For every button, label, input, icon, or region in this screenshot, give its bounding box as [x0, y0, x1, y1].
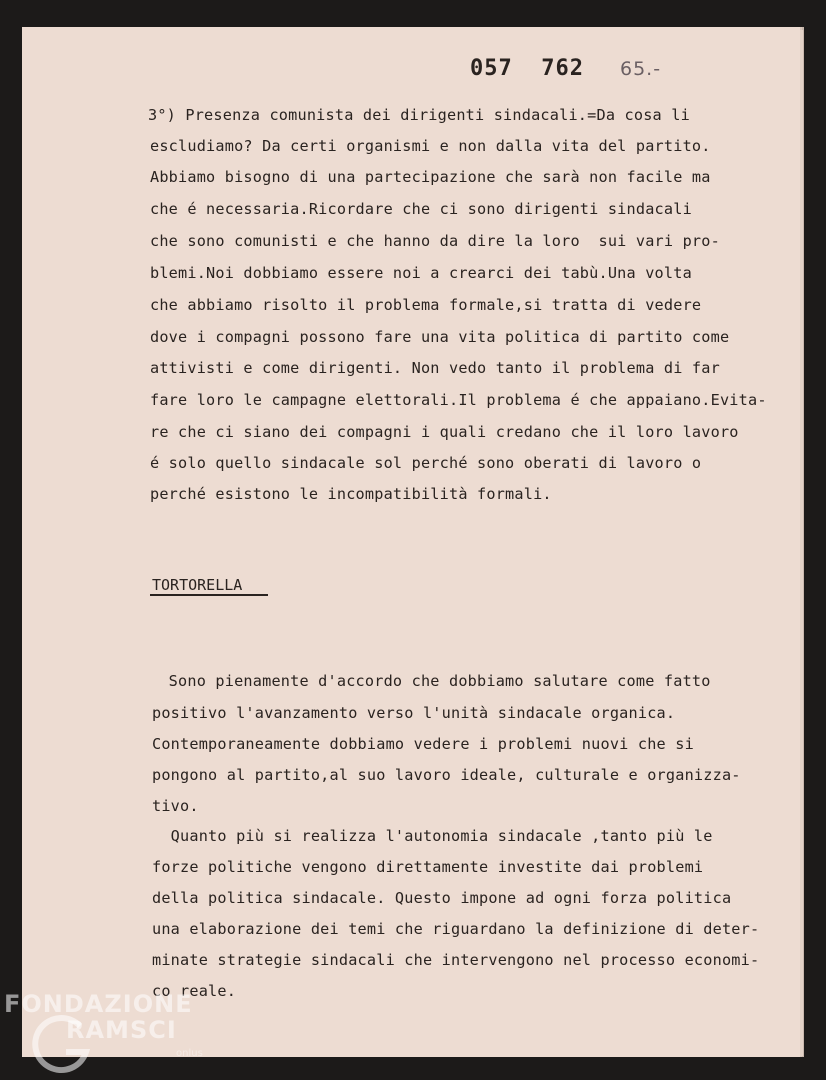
text-line: minate strategie sindacali che intervengono nel processo economi-: [152, 951, 760, 969]
text-line: dove i compagni possono fare una vita politica di partito come: [150, 328, 730, 346]
text-line: forze politiche vengono direttamente investite dai problemi: [152, 858, 704, 876]
handwritten-annotation: 65.-: [620, 58, 662, 80]
text-line: della politica sindacale. Questo impone ad ogni forza politica: [152, 889, 732, 907]
watermark-line-2: RAMSCI: [66, 1016, 177, 1044]
text-line: positivo l'avanzamento verso l'unità sindacale organica.: [152, 704, 676, 722]
text-line: 3°) Presenza comunista dei dirigenti sindacali.=Da cosa li: [148, 106, 690, 124]
heading-underline: [150, 594, 268, 596]
watermark-line-3: onlus: [176, 1048, 203, 1059]
text-line: co reale.: [152, 982, 237, 1000]
page-edge: [800, 30, 803, 1056]
text-line: che abbiamo risolto il problema formale,si tratta di vedere: [150, 296, 702, 314]
text-line: Abbiamo bisogno di una partecipazione che sarà non facile ma: [150, 168, 711, 186]
text-line: attivisti e come dirigenti. Non vedo tanto il problema di far: [150, 359, 720, 377]
text-line: escludiamo? Da certi organismi e non dalla vita del partito.: [150, 137, 711, 155]
text-line: fare loro le campagne elettorali.Il problema é che appaiano.Evita-: [150, 391, 767, 409]
text-line: che é necessaria.Ricordare che ci sono dirigenti sindacali: [150, 200, 692, 218]
text-line: Contemporaneamente dobbiamo vedere i problemi nuovi che si: [152, 735, 694, 753]
text-line: una elaborazione dei temi che riguardano la definizione di deter-: [152, 920, 760, 938]
speaker-heading: TORTORELLA: [152, 576, 243, 594]
watermark-line-1: FONDAZIONE: [4, 990, 193, 1018]
text-line: che sono comunisti e che hanno da dire la loro sui vari pro-: [150, 232, 720, 250]
text-line: blemi.Noi dobbiamo essere noi a crearci dei tabù.Una volta: [150, 264, 692, 282]
text-line: perché esistono le incompatibilità formali.: [150, 485, 552, 503]
text-line: é solo quello sindacale sol perché sono oberati di lavoro o: [150, 454, 702, 472]
text-line: Quanto più si realizza l'autonomia sindacale ,tanto più le: [152, 827, 713, 845]
document-number: 057 762: [470, 56, 584, 81]
text-line: re che ci siano dei compagni i quali credano che il loro lavoro: [150, 423, 739, 441]
fondazione-gramsci-watermark: [0, 986, 230, 1076]
text-line: pongono al partito,al suo lavoro ideale, culturale e organizza-: [152, 766, 741, 784]
text-line: tivo.: [152, 797, 199, 815]
text-line: Sono pienamente d'accordo che dobbiamo salutare come fatto: [150, 672, 711, 690]
